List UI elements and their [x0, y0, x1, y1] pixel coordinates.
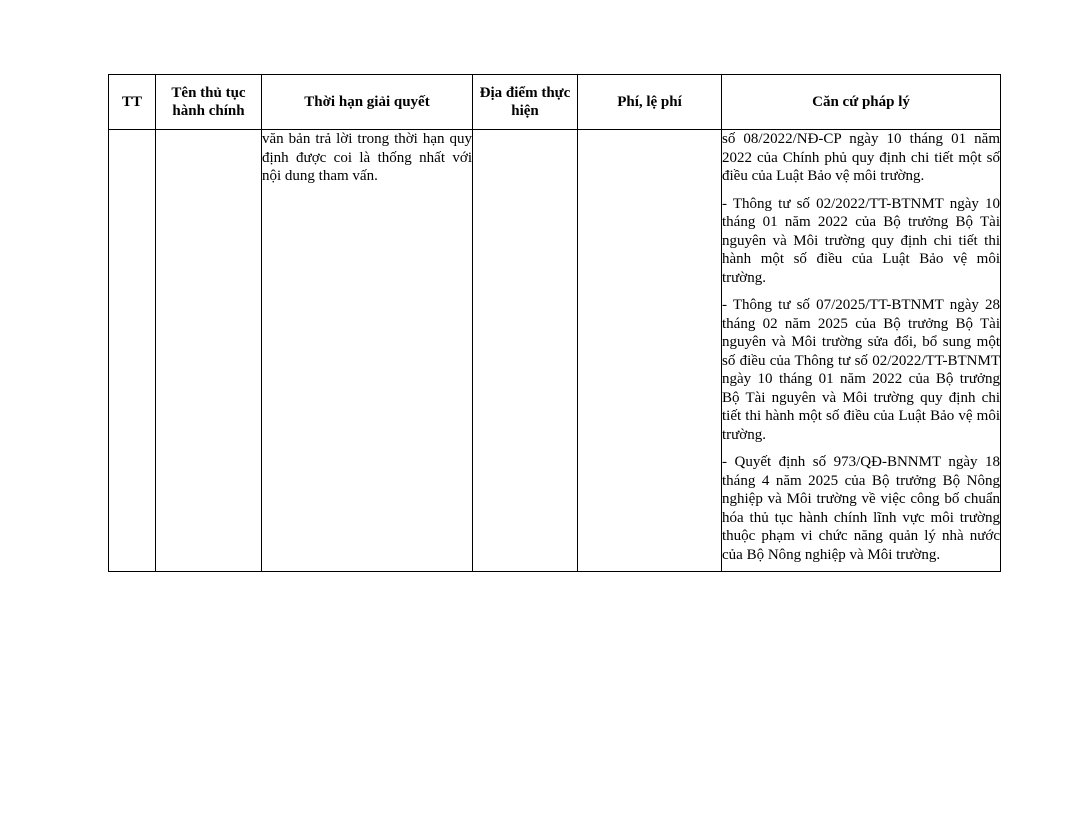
header-location: Địa điểm thực hiện [473, 75, 578, 130]
header-row [109, 75, 1001, 130]
procedure-table [108, 74, 1001, 572]
header-legal-basis: Căn cứ pháp lý [722, 75, 1001, 130]
header-tt: TT [109, 75, 156, 130]
table-header [109, 75, 1001, 130]
cell-legal-basis [722, 130, 1001, 572]
legal-basis-item: - Quyết định số 973/QĐ-BNNMT ngày 18 tháng 4 năm 2025 của Bộ trưởng Bộ Nông nghiệp và Môi trường về việc công bố chuẩn hóa thủ tục hành chính lĩnh vực môi trường thuộc phạm vi chức năng quản lý nhà nước của Bộ Nông nghiệp và Môi trường. [722, 454, 1000, 563]
cell-fee [578, 130, 722, 572]
cell-procedure-name [156, 130, 262, 572]
cell-tt [109, 130, 156, 572]
table-row [109, 130, 1001, 572]
legal-basis-item: số 08/2022/NĐ-CP ngày 10 tháng 01 năm 2022 của Chính phủ quy định chi tiết một số điều của Luật Bảo vệ môi trường. [722, 131, 1000, 184]
header-procedure-name: Tên thủ tục hành chính [156, 75, 262, 130]
header-fee: Phí, lệ phí [578, 75, 722, 130]
header-deadline: Thời hạn giải quyết [262, 75, 473, 130]
legal-basis-item: - Thông tư số 02/2022/TT-BTNMT ngày 10 tháng 01 năm 2022 của Bộ trưởng Bộ Tài nguyên và Môi trường quy định chi tiết thi hành một số điều của Luật Bảo vệ môi trường. [722, 195, 1000, 286]
cell-location [473, 130, 578, 572]
legal-basis-item: - Thông tư số 07/2025/TT-BTNMT ngày 28 tháng 02 năm 2025 của Bộ trưởng Bộ Tài nguyên và Môi trường sửa đổi, bổ sung một số điều của Thông tư số 02/2022/TT-BTNMT ngày 10 tháng 01 năm 2022 của Bộ trưởng Bộ Tài nguyên và Môi trường quy định chi tiết thi hành một số điều của Luật Bảo vệ môi trường. [722, 297, 1000, 443]
table-body [109, 130, 1001, 572]
cell-deadline: văn bản trả lời trong thời hạn quy định được coi là thống nhất với nội dung tham vấn. [262, 130, 473, 572]
